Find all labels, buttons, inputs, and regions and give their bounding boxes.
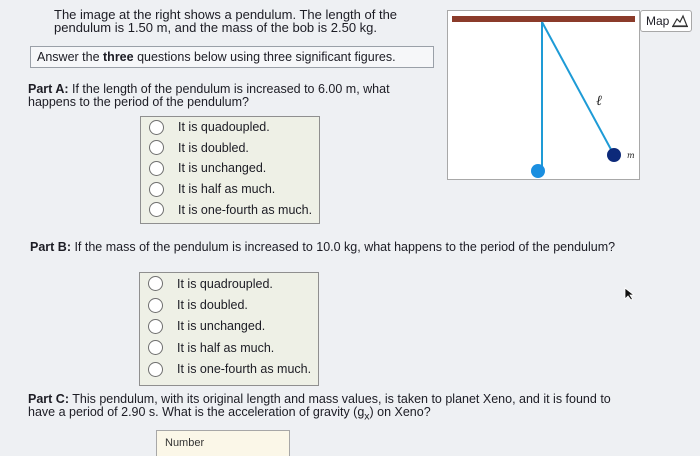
radio-button[interactable] bbox=[149, 120, 164, 135]
radio-button[interactable] bbox=[148, 340, 163, 355]
part-a-question bbox=[28, 83, 428, 109]
part-a-option[interactable] bbox=[141, 158, 319, 179]
radio-button[interactable] bbox=[148, 298, 163, 313]
option-label: It is unchanged. bbox=[177, 319, 266, 334]
radio-button[interactable] bbox=[148, 362, 163, 377]
map-icon bbox=[671, 14, 689, 28]
option-label: It is half as much. bbox=[178, 182, 276, 197]
option-label: It is doubled. bbox=[177, 298, 248, 313]
option-label: It is one-fourth as much. bbox=[178, 202, 313, 217]
part-b-question bbox=[30, 240, 650, 254]
pendulum-diagram bbox=[448, 11, 639, 179]
part-a-tag: Part A: bbox=[28, 82, 69, 96]
radio-button[interactable] bbox=[148, 319, 163, 334]
part-c-tag: Part C: bbox=[28, 392, 69, 406]
part-b-option[interactable] bbox=[140, 294, 318, 315]
part-a-text: If the length of the pendulum is increased to 6.00 m, what happens to the period of the pendulum? bbox=[28, 82, 390, 109]
part-a-option[interactable] bbox=[141, 179, 319, 200]
instruction-box bbox=[30, 46, 434, 68]
pendulum-figure bbox=[447, 10, 640, 180]
instruction-text-end: questions below using three significant figures. bbox=[133, 50, 396, 64]
part-b-option[interactable] bbox=[140, 273, 318, 294]
part-c-text-2: ) on Xeno? bbox=[369, 405, 431, 419]
mass-label: m bbox=[627, 151, 635, 160]
part-c-question bbox=[28, 393, 628, 424]
part-b-options bbox=[139, 272, 319, 386]
instruction-text-start: Answer the bbox=[37, 50, 104, 64]
ceiling-bar bbox=[452, 16, 635, 22]
radio-button[interactable] bbox=[149, 182, 164, 197]
option-label: It is half as much. bbox=[177, 340, 275, 355]
option-label: It is quadoupled. bbox=[178, 120, 270, 135]
rest-position-bob bbox=[531, 164, 545, 178]
radio-button[interactable] bbox=[149, 202, 164, 217]
map-button[interactable] bbox=[640, 10, 692, 32]
part-b-text: If the mass of the pendulum is increased to 10.0 kg, what happens to the period of the pendulum? bbox=[70, 240, 616, 254]
part-b-tag: Part B: bbox=[30, 240, 71, 254]
part-b-option[interactable] bbox=[140, 337, 318, 358]
part-b-option[interactable] bbox=[140, 316, 318, 337]
part-a-option[interactable] bbox=[141, 117, 319, 138]
pendulum-bob bbox=[607, 148, 621, 162]
intro-text: The image at the right shows a pendulum. The length of the pendulum is 1.50 m, and the mass of the bob is 2.50 kg. bbox=[54, 7, 398, 35]
part-a-options bbox=[140, 116, 320, 224]
option-label: It is doubled. bbox=[178, 140, 249, 155]
radio-button[interactable] bbox=[149, 140, 164, 155]
part-c-subscript: x bbox=[364, 411, 370, 423]
radio-button[interactable] bbox=[149, 161, 164, 176]
radio-button[interactable] bbox=[148, 276, 163, 291]
part-b-option[interactable] bbox=[140, 359, 318, 380]
option-label: It is unchanged. bbox=[178, 161, 267, 176]
part-a-option[interactable] bbox=[141, 138, 319, 159]
number-input[interactable]: Number bbox=[156, 430, 290, 456]
part-c-text-1: This pendulum, with its original length and mass values, is taken to planet Xeno, and it is found to have a period of 2.90 s. What is the acceleration of gravity (g bbox=[28, 392, 611, 419]
map-label: Map bbox=[646, 14, 670, 28]
option-label: It is quadroupled. bbox=[177, 276, 273, 291]
part-a-option[interactable] bbox=[141, 199, 319, 220]
pendulum-string bbox=[542, 22, 614, 155]
option-label: It is one-fourth as much. bbox=[177, 362, 312, 377]
length-label: ℓ bbox=[596, 93, 602, 109]
mouse-cursor-icon bbox=[624, 287, 636, 301]
instruction-bold-word: three bbox=[103, 50, 134, 64]
